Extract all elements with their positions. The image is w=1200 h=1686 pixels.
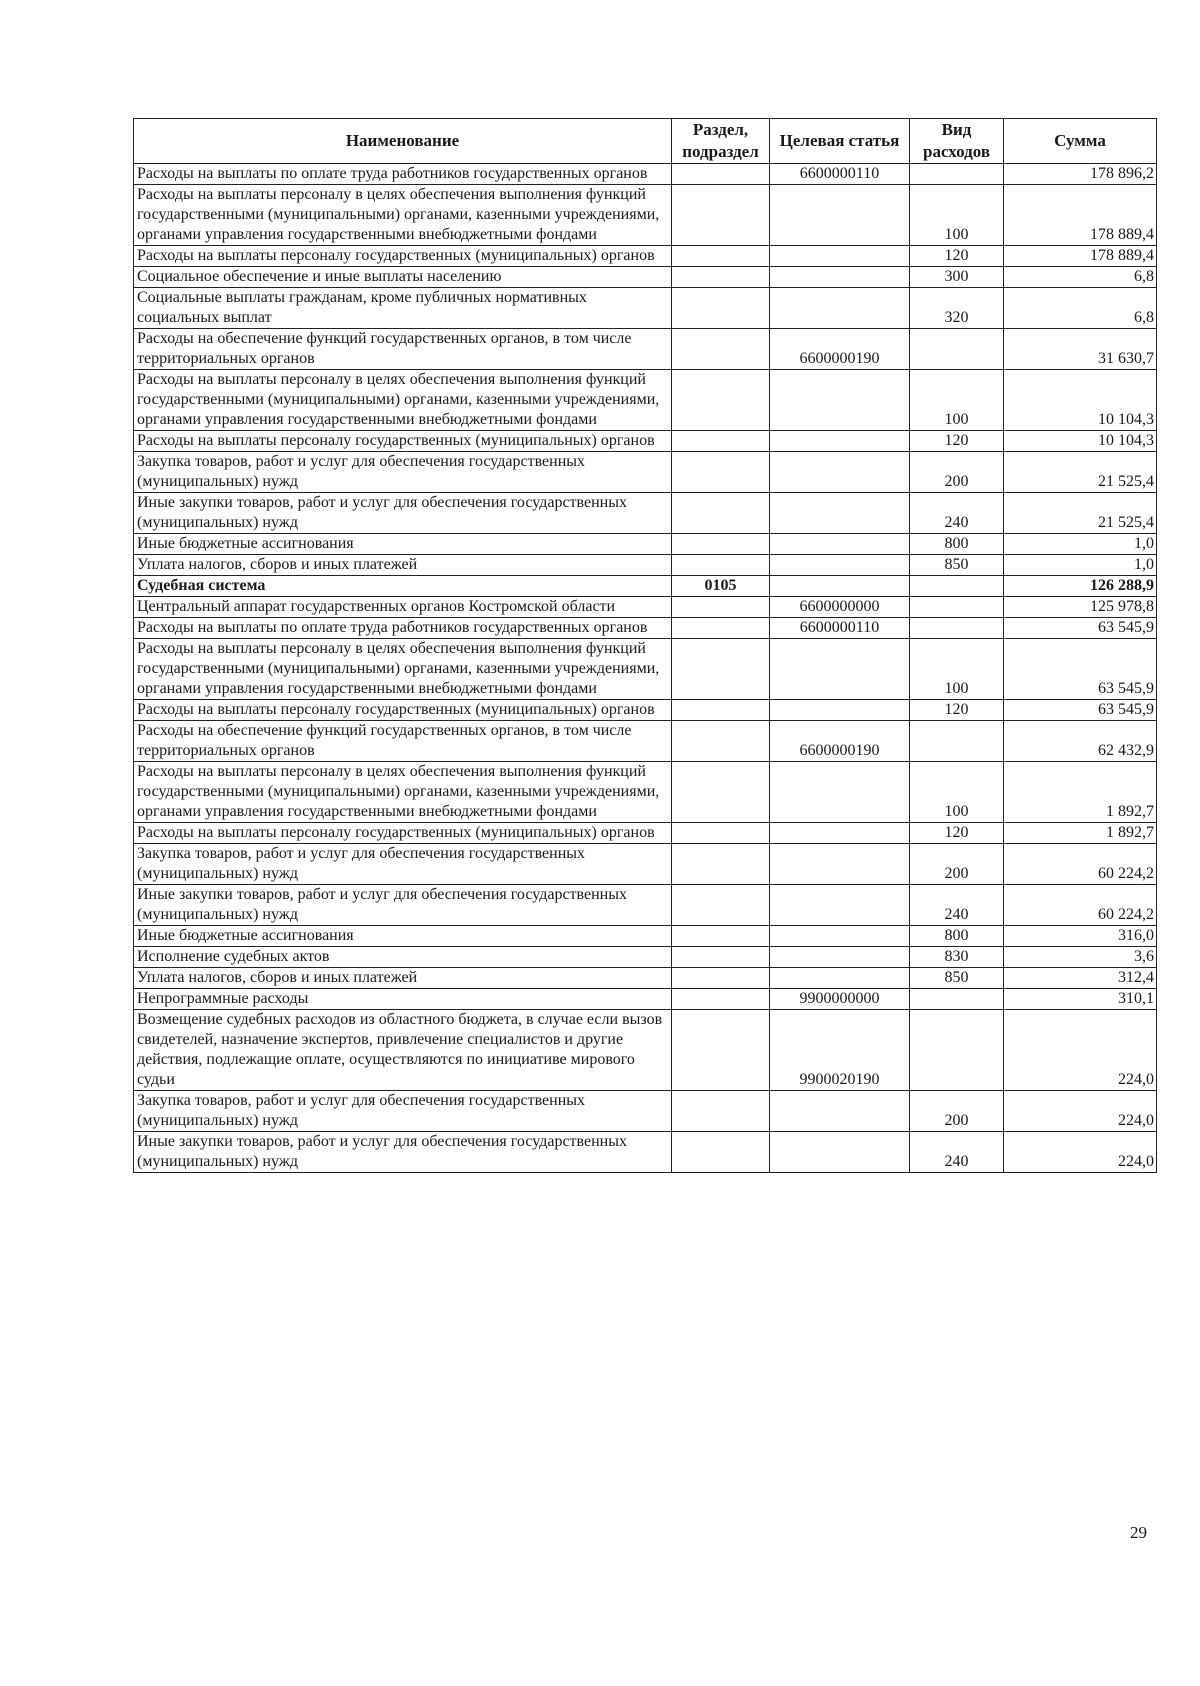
- cell-name: Возмещение судебных расходов из областного бюджета, в случае если вызов свидетелей, назначение экспертов, привлечение специалистов и другие действия, подлежащие оплате, осуществляются по инициативе мирового судьи: [134, 1010, 672, 1091]
- cell-target: [770, 370, 910, 431]
- cell-section: [672, 431, 770, 452]
- cell-type: 830: [910, 947, 1004, 968]
- cell-section: [672, 618, 770, 639]
- cell-name: Расходы на выплаты персоналу государственных (муниципальных) органов: [134, 700, 672, 721]
- cell-sum: 224,0: [1004, 1091, 1157, 1132]
- table-body: [134, 164, 1157, 1173]
- cell-section: [672, 597, 770, 618]
- cell-sum: 3,6: [1004, 947, 1157, 968]
- cell-section: [672, 288, 770, 329]
- cell-sum: 178 889,4: [1004, 185, 1157, 246]
- cell-sum: 63 545,9: [1004, 618, 1157, 639]
- cell-target: [770, 926, 910, 947]
- cell-section: [672, 968, 770, 989]
- cell-target: [770, 762, 910, 823]
- cell-type: 850: [910, 968, 1004, 989]
- cell-name: Иные бюджетные ассигнования: [134, 534, 672, 555]
- table-row: [134, 267, 1157, 288]
- cell-name: Расходы на выплаты персоналу в целях обеспечения выполнения функций государственными (муниципальными) органами, казенными учреждениями, органами управления государственными внебюджетными фондами: [134, 639, 672, 700]
- cell-target: [770, 493, 910, 534]
- table-row: [134, 639, 1157, 700]
- table-row: [134, 555, 1157, 576]
- table-row: [134, 926, 1157, 947]
- cell-sum: 1 892,7: [1004, 762, 1157, 823]
- cell-sum: 60 224,2: [1004, 844, 1157, 885]
- cell-type: [910, 618, 1004, 639]
- table-row: [134, 370, 1157, 431]
- budget-table: [133, 118, 1157, 1173]
- cell-section: [672, 555, 770, 576]
- table-row: [134, 576, 1157, 597]
- cell-section: [672, 823, 770, 844]
- cell-type: 120: [910, 700, 1004, 721]
- cell-section: [672, 329, 770, 370]
- cell-section: [672, 370, 770, 431]
- cell-type: [910, 597, 1004, 618]
- cell-type: 200: [910, 1091, 1004, 1132]
- cell-name: Центральный аппарат государственных органов Костромской области: [134, 597, 672, 618]
- cell-name: Расходы на выплаты персоналу в целях обеспечения выполнения функций государственными (муниципальными) органами, казенными учреждениями, органами управления государственными внебюджетными фондами: [134, 762, 672, 823]
- cell-section: [672, 1010, 770, 1091]
- cell-target: 9900020190: [770, 1010, 910, 1091]
- cell-name: Расходы на выплаты по оплате труда работников государственных органов: [134, 618, 672, 639]
- cell-name: Судебная система: [134, 576, 672, 597]
- cell-target: [770, 639, 910, 700]
- cell-sum: 178 889,4: [1004, 246, 1157, 267]
- table-row: [134, 989, 1157, 1010]
- cell-type: [910, 1010, 1004, 1091]
- cell-target: 6600000190: [770, 721, 910, 762]
- cell-target: [770, 288, 910, 329]
- cell-section: [672, 246, 770, 267]
- cell-type: [910, 164, 1004, 185]
- cell-sum: 1,0: [1004, 555, 1157, 576]
- table-row: [134, 700, 1157, 721]
- cell-type: [910, 989, 1004, 1010]
- cell-type: 120: [910, 246, 1004, 267]
- cell-section: [672, 721, 770, 762]
- cell-name: Иные бюджетные ассигнования: [134, 926, 672, 947]
- cell-sum: 126 288,9: [1004, 576, 1157, 597]
- table-row: [134, 597, 1157, 618]
- cell-name: Расходы на обеспечение функций государственных органов, в том числе территориальных органов: [134, 329, 672, 370]
- table-row: [134, 762, 1157, 823]
- cell-target: [770, 185, 910, 246]
- cell-target: 6600000110: [770, 618, 910, 639]
- cell-type: 100: [910, 762, 1004, 823]
- cell-name: Социальное обеспечение и иные выплаты населению: [134, 267, 672, 288]
- cell-type: 100: [910, 639, 1004, 700]
- table-row: [134, 947, 1157, 968]
- cell-sum: 125 978,8: [1004, 597, 1157, 618]
- cell-target: [770, 823, 910, 844]
- cell-type: 850: [910, 555, 1004, 576]
- cell-target: [770, 1091, 910, 1132]
- cell-type: 240: [910, 493, 1004, 534]
- cell-type: 800: [910, 534, 1004, 555]
- cell-type: 200: [910, 452, 1004, 493]
- cell-target: [770, 968, 910, 989]
- table-row: [134, 885, 1157, 926]
- cell-name: Расходы на выплаты персоналу в целях обеспечения выполнения функций государственными (муниципальными) органами, казенными учреждениями, органами управления государственными внебюджетными фондами: [134, 370, 672, 431]
- cell-target: [770, 947, 910, 968]
- cell-name: Расходы на обеспечение функций государственных органов, в том числе территориальных органов: [134, 721, 672, 762]
- cell-name: Закупка товаров, работ и услуг для обеспечения государственных (муниципальных) нужд: [134, 1091, 672, 1132]
- cell-type: 300: [910, 267, 1004, 288]
- cell-target: 6600000110: [770, 164, 910, 185]
- cell-sum: 224,0: [1004, 1010, 1157, 1091]
- cell-section: [672, 639, 770, 700]
- cell-type: 100: [910, 185, 1004, 246]
- cell-name: Исполнение судебных актов: [134, 947, 672, 968]
- cell-sum: 60 224,2: [1004, 885, 1157, 926]
- table-row: [134, 431, 1157, 452]
- cell-sum: 1 892,7: [1004, 823, 1157, 844]
- table-row: [134, 1010, 1157, 1091]
- cell-name: Иные закупки товаров, работ и услуг для обеспечения государственных (муниципальных) нужд: [134, 493, 672, 534]
- cell-section: [672, 267, 770, 288]
- cell-sum: 178 896,2: [1004, 164, 1157, 185]
- header-name: Наименование: [134, 119, 672, 164]
- cell-sum: 6,8: [1004, 267, 1157, 288]
- cell-target: 6600000000: [770, 597, 910, 618]
- cell-section: [672, 700, 770, 721]
- cell-target: [770, 452, 910, 493]
- cell-target: [770, 885, 910, 926]
- cell-type: [910, 576, 1004, 597]
- cell-target: [770, 700, 910, 721]
- cell-name: Социальные выплаты гражданам, кроме публичных нормативных социальных выплат: [134, 288, 672, 329]
- cell-sum: 21 525,4: [1004, 452, 1157, 493]
- table-row: [134, 493, 1157, 534]
- header-type: Вид расходов: [910, 119, 1004, 164]
- cell-sum: 1,0: [1004, 534, 1157, 555]
- cell-name: Расходы на выплаты персоналу государственных (муниципальных) органов: [134, 246, 672, 267]
- cell-sum: 63 545,9: [1004, 639, 1157, 700]
- table-row: [134, 968, 1157, 989]
- cell-section: [672, 534, 770, 555]
- cell-section: [672, 164, 770, 185]
- cell-type: 320: [910, 288, 1004, 329]
- cell-sum: 310,1: [1004, 989, 1157, 1010]
- cell-section: [672, 1091, 770, 1132]
- cell-target: [770, 246, 910, 267]
- cell-sum: 316,0: [1004, 926, 1157, 947]
- table-row: [134, 618, 1157, 639]
- cell-target: [770, 431, 910, 452]
- cell-section: [672, 762, 770, 823]
- table-row: [134, 1132, 1157, 1173]
- cell-section: [672, 947, 770, 968]
- cell-section: [672, 989, 770, 1010]
- cell-target: [770, 576, 910, 597]
- cell-target: [770, 844, 910, 885]
- cell-target: [770, 267, 910, 288]
- table-row: [134, 329, 1157, 370]
- cell-type: 200: [910, 844, 1004, 885]
- page-number: 29: [1130, 1523, 1147, 1542]
- cell-target: 9900000000: [770, 989, 910, 1010]
- cell-name: Закупка товаров, работ и услуг для обеспечения государственных (муниципальных) нужд: [134, 844, 672, 885]
- table-row: [134, 823, 1157, 844]
- cell-target: 6600000190: [770, 329, 910, 370]
- cell-sum: 6,8: [1004, 288, 1157, 329]
- cell-name: Уплата налогов, сборов и иных платежей: [134, 555, 672, 576]
- table-row: [134, 844, 1157, 885]
- cell-name: Непрограммные расходы: [134, 989, 672, 1010]
- cell-target: [770, 534, 910, 555]
- cell-name: Расходы на выплаты по оплате труда работников государственных органов: [134, 164, 672, 185]
- header-section: Раздел, подраздел: [672, 119, 770, 164]
- cell-type: 100: [910, 370, 1004, 431]
- cell-type: 120: [910, 431, 1004, 452]
- cell-section: [672, 1132, 770, 1173]
- table-row: [134, 246, 1157, 267]
- cell-sum: 31 630,7: [1004, 329, 1157, 370]
- cell-target: [770, 1132, 910, 1173]
- cell-type: 240: [910, 1132, 1004, 1173]
- table-header-row: [134, 119, 1157, 164]
- cell-sum: 10 104,3: [1004, 370, 1157, 431]
- cell-name: Расходы на выплаты персоналу государственных (муниципальных) органов: [134, 431, 672, 452]
- cell-section: [672, 926, 770, 947]
- table-row: [134, 721, 1157, 762]
- header-sum: Сумма: [1004, 119, 1157, 164]
- cell-section: [672, 452, 770, 493]
- cell-sum: 21 525,4: [1004, 493, 1157, 534]
- cell-type: 240: [910, 885, 1004, 926]
- cell-sum: 10 104,3: [1004, 431, 1157, 452]
- header-target: Целевая статья: [770, 119, 910, 164]
- cell-section: [672, 493, 770, 534]
- table-row: [134, 288, 1157, 329]
- cell-name: Уплата налогов, сборов и иных платежей: [134, 968, 672, 989]
- cell-section: [672, 885, 770, 926]
- cell-target: [770, 555, 910, 576]
- cell-name: Расходы на выплаты персоналу в целях обеспечения выполнения функций государственными (муниципальными) органами, казенными учреждениями, органами управления государственными внебюджетными фондами: [134, 185, 672, 246]
- table-row: [134, 185, 1157, 246]
- cell-section: 0105: [672, 576, 770, 597]
- cell-sum: 224,0: [1004, 1132, 1157, 1173]
- table-row: [134, 164, 1157, 185]
- cell-type: [910, 329, 1004, 370]
- cell-section: [672, 185, 770, 246]
- table-row: [134, 534, 1157, 555]
- cell-sum: 312,4: [1004, 968, 1157, 989]
- cell-name: Расходы на выплаты персоналу государственных (муниципальных) органов: [134, 823, 672, 844]
- cell-type: 800: [910, 926, 1004, 947]
- cell-section: [672, 844, 770, 885]
- cell-name: Иные закупки товаров, работ и услуг для обеспечения государственных (муниципальных) нужд: [134, 885, 672, 926]
- cell-type: 120: [910, 823, 1004, 844]
- cell-name: Закупка товаров, работ и услуг для обеспечения государственных (муниципальных) нужд: [134, 452, 672, 493]
- table-row: [134, 1091, 1157, 1132]
- cell-type: [910, 721, 1004, 762]
- cell-sum: 62 432,9: [1004, 721, 1157, 762]
- cell-name: Иные закупки товаров, работ и услуг для обеспечения государственных (муниципальных) нужд: [134, 1132, 672, 1173]
- cell-sum: 63 545,9: [1004, 700, 1157, 721]
- table-row: [134, 452, 1157, 493]
